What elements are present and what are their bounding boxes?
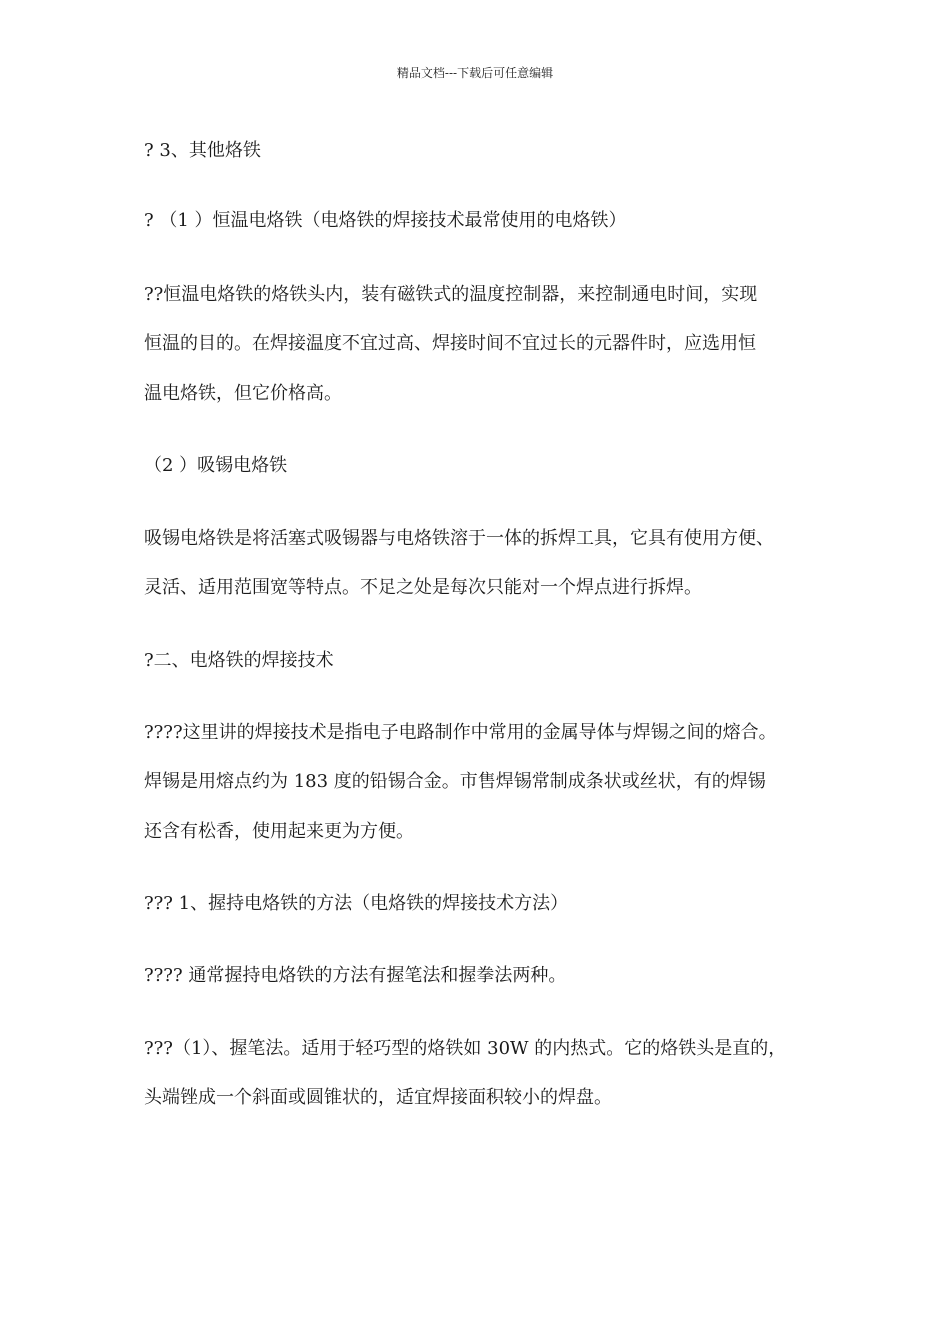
paragraph-line: ???? 通常握持电烙铁的方法有握笔法和握拳法两种。	[144, 965, 567, 986]
paragraph-line: 温电烙铁，但它价格高。	[144, 383, 342, 404]
paragraph-line: 恒温的目的。在焊接温度不宜过高、焊接时间不宜过长的元器件时，应选用恒	[144, 333, 756, 354]
paragraph-line: ????这里讲的焊接技术是指电子电路制作中常用的金属导体与焊锡之间的熔合。	[144, 722, 777, 743]
paragraph-line: 还含有松香，使用起来更为方便。	[144, 821, 414, 842]
section-heading-other-irons: ? 3、其他烙铁	[144, 140, 261, 161]
section-heading-soldering-technique: ?二、电烙铁的焊接技术	[144, 650, 334, 671]
subheading-constant-temp-iron: ? （1 ）恒温电烙铁（电烙铁的焊接技术最常使用的电烙铁）	[144, 210, 627, 231]
paragraph-line: 吸锡电烙铁是将活塞式吸锡器与电烙铁溶于一体的拆焊工具，它具有使用方便、	[144, 528, 774, 549]
subheading-desoldering-iron: （2 ）吸锡电烙铁	[144, 455, 288, 476]
paragraph-line: ??恒温电烙铁的烙铁头内，装有磁铁式的温度控制器，来控制通电时间，实现	[144, 284, 758, 305]
paragraph-line: ???（1）、握笔法。适用于轻巧型的烙铁如 30W 的内热式。它的烙铁头是直的，	[144, 1038, 787, 1059]
paragraph-line: 焊锡是用熔点约为 183 度的铅锡合金。市售焊锡常制成条状或丝状，有的焊锡	[144, 771, 766, 792]
subheading-holding-method: ??? 1、握持电烙铁的方法（电烙铁的焊接技术方法）	[144, 893, 569, 914]
paragraph-line: 灵活、适用范围宽等特点。不足之处是每次只能对一个焊点进行拆焊。	[144, 577, 702, 598]
page-header: 精品文档---下载后可任意编辑	[396, 66, 554, 80]
paragraph-line: 头端锉成一个斜面或圆锥状的，适宜焊接面积较小的焊盘。	[144, 1087, 612, 1108]
